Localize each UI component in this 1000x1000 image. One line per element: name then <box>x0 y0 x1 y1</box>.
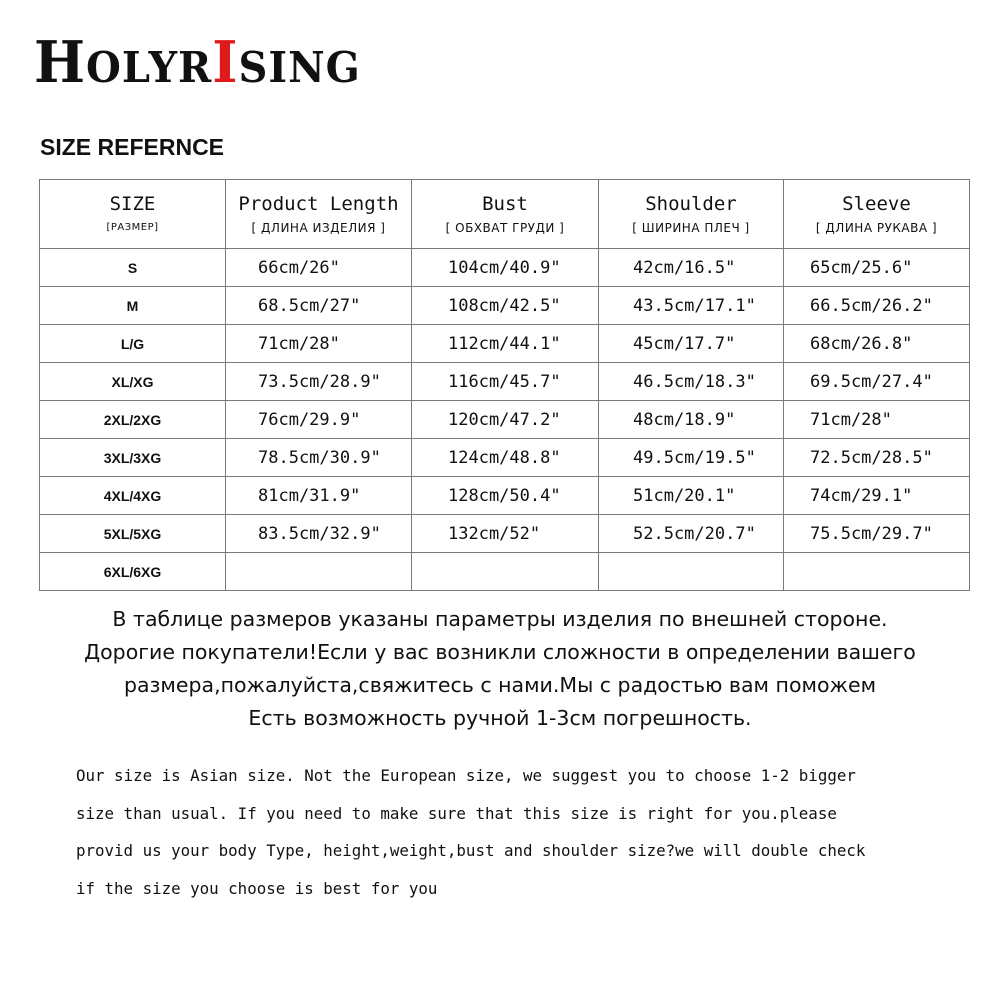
sleeve-cell: 66.5cm/26.2" <box>784 287 970 325</box>
size-table <box>39 179 970 591</box>
product-length-cell <box>226 553 412 591</box>
table-row <box>40 439 970 477</box>
header-size <box>40 180 226 249</box>
sleeve-cell: 68cm/26.8" <box>784 325 970 363</box>
size-cell: 2XL/2XG <box>40 401 226 439</box>
russian-note-line: Дорогие покупатели!Если у вас возникли сложности в определении вашего <box>84 640 916 664</box>
english-note <box>76 757 976 907</box>
size-cell: L/G <box>40 325 226 363</box>
header-bust-label-ru: [ ОБХВАТ ГРУДИ ] <box>445 220 565 235</box>
bust-cell: 112cm/44.1" <box>412 325 599 363</box>
russian-notes <box>20 603 980 735</box>
product-length-cell: 71cm/28" <box>226 325 412 363</box>
shoulder-cell: 43.5cm/17.1" <box>599 287 784 325</box>
shoulder-cell: 42cm/16.5" <box>599 249 784 287</box>
product-length-cell: 78.5cm/30.9" <box>226 439 412 477</box>
header-size-label-ru: [РАЗМЕР] <box>106 221 159 233</box>
english-note-line: Our size is Asian size. Not the European size, we suggest you to choose 1-2 bigger <box>76 766 856 785</box>
russian-note-line: Есть возможность ручной 1-3см погрешность. <box>248 706 752 730</box>
header-shoulder-label-ru: [ ШИРИНА ПЛЕЧ ] <box>632 220 750 235</box>
table-row <box>40 287 970 325</box>
section-title: SIZE REFERNCE <box>40 134 225 160</box>
table-row <box>40 515 970 553</box>
english-note-line: provid us your body Type, height,weight,bust and shoulder size?we will double check <box>76 841 866 860</box>
english-note-line: size than usual. If you need to make sure that this size is right for you.please <box>76 803 837 823</box>
bust-cell: 108cm/42.5" <box>412 287 599 325</box>
russian-note-line: размера,пожалуйста,свяжитесь с нами.Мы с радостью вам поможем <box>123 673 877 697</box>
bust-cell: 120cm/47.2" <box>412 401 599 439</box>
header-product-length <box>226 180 412 249</box>
shoulder-cell: 52.5cm/20.7" <box>599 515 784 553</box>
bust-cell: 128cm/50.4" <box>412 477 599 515</box>
shoulder-cell: 49.5cm/19.5" <box>599 439 784 477</box>
shoulder-cell: 46.5cm/18.3" <box>599 363 784 401</box>
sleeve-cell <box>784 553 970 591</box>
size-cell: 5XL/5XG <box>40 515 226 553</box>
size-cell: XL/XG <box>40 363 226 401</box>
product-length-cell: 81cm/31.9" <box>226 477 412 515</box>
header-shoulder-label: Shoulder <box>645 192 737 215</box>
header-bust <box>412 180 599 249</box>
size-cell: 4XL/4XG <box>40 477 226 515</box>
bust-cell: 124cm/48.8" <box>412 439 599 477</box>
sleeve-cell: 75.5cm/29.7" <box>784 515 970 553</box>
header-sleeve-label-ru: [ ДЛИНА РУКАВА ] <box>815 220 938 235</box>
bust-cell: 104cm/40.9" <box>412 249 599 287</box>
table-row <box>40 553 970 591</box>
header-sleeve <box>784 180 970 249</box>
shoulder-cell: 51cm/20.1" <box>599 477 784 515</box>
bust-cell: 116cm/45.7" <box>412 363 599 401</box>
table-row <box>40 325 970 363</box>
brand-logo-text-olyr: OLYR <box>86 43 213 93</box>
bust-cell <box>412 553 599 591</box>
table-row <box>40 401 970 439</box>
table-row <box>40 477 970 515</box>
table-row <box>40 363 970 401</box>
product-length-cell: 76cm/29.9" <box>226 401 412 439</box>
sleeve-cell: 69.5cm/27.4" <box>784 363 970 401</box>
brand-logo-letter-h: H <box>34 28 87 96</box>
sleeve-cell: 72.5cm/28.5" <box>784 439 970 477</box>
size-cell: S <box>40 249 226 287</box>
size-cell: 3XL/3XG <box>40 439 226 477</box>
header-size-label: SIZE <box>109 192 156 215</box>
russian-note-line: В таблице размеров указаны параметры изделия по внешней стороне. <box>112 607 888 631</box>
table-row <box>40 249 970 287</box>
product-length-cell: 66cm/26" <box>226 249 412 287</box>
bust-cell: 132cm/52" <box>412 515 599 553</box>
sleeve-cell: 71cm/28" <box>784 401 970 439</box>
brand-logo <box>34 28 361 96</box>
product-length-cell: 73.5cm/28.9" <box>226 363 412 401</box>
header-sleeve-label: Sleeve <box>842 192 911 215</box>
product-length-cell: 83.5cm/32.9" <box>226 515 412 553</box>
size-cell: 6XL/6XG <box>40 553 226 591</box>
brand-logo-letter-i: I <box>212 28 239 96</box>
table-header-row <box>40 180 970 249</box>
product-length-cell: 68.5cm/27" <box>226 287 412 325</box>
header-shoulder <box>599 180 784 249</box>
header-bust-label: Bust <box>482 192 528 215</box>
english-note-line: if the size you choose is best for you <box>76 878 438 898</box>
brand-logo-text-sing: SING <box>238 43 361 93</box>
sleeve-cell: 65cm/25.6" <box>784 249 970 287</box>
shoulder-cell <box>599 553 784 591</box>
header-product-length-label-ru: [ ДЛИНА ИЗДЕЛИЯ ] <box>251 220 386 235</box>
shoulder-cell: 48cm/18.9" <box>599 401 784 439</box>
sleeve-cell: 74cm/29.1" <box>784 477 970 515</box>
size-cell: M <box>40 287 226 325</box>
shoulder-cell: 45cm/17.7" <box>599 325 784 363</box>
header-product-length-label: Product Length <box>238 192 399 215</box>
